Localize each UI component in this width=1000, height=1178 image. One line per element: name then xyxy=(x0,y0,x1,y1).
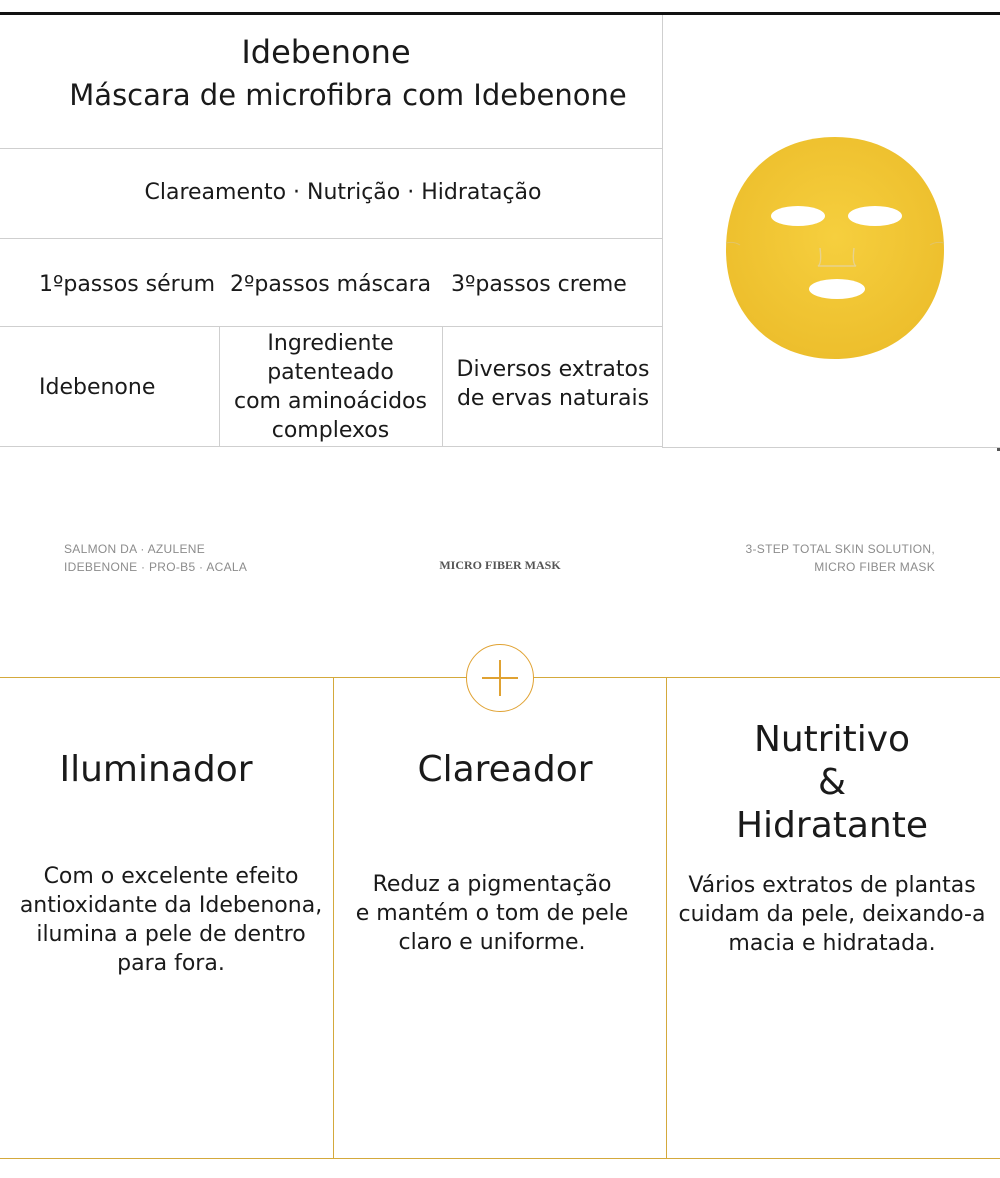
product-subtitle: Máscara de microfibra com Idebenone xyxy=(69,78,627,112)
ingredient-line: patenteado xyxy=(267,360,394,385)
caption-line: 3-STEP TOTAL SKIN SOLUTION, xyxy=(745,542,935,556)
feature-body-line: e mantém o tom de pele xyxy=(355,901,629,926)
feature-bottom-line xyxy=(0,1158,1000,1159)
cell-divider xyxy=(442,326,443,447)
caption-right xyxy=(700,540,935,576)
caption-line: IDEBENONE · PRO-B5 · ACALA xyxy=(64,560,248,574)
feature-title-iluminador xyxy=(0,748,312,791)
feature-body-iluminador xyxy=(4,862,338,978)
feature-body-line: Com o excelente efeito xyxy=(43,864,299,889)
ingredient-cell-1 xyxy=(39,373,155,402)
feature-body-clareador xyxy=(334,870,650,957)
feature-title-clareador xyxy=(340,748,670,791)
feature-body-line: antioxidante da Idebenona, xyxy=(19,893,323,918)
feature-title-line: Nutritivo xyxy=(753,719,911,760)
ingredient-line: com aminoácidos xyxy=(234,389,427,414)
feature-title-line: Clareador xyxy=(417,749,593,790)
caption-line: SALMON DA · AZULENE xyxy=(64,542,206,556)
feature-title-nutritivo xyxy=(667,718,997,847)
feature-body-line: cuidam da pele, deixando-a xyxy=(678,902,986,927)
benefits-line: Clareamento · Nutrição · Hidratação xyxy=(144,180,542,205)
row-divider xyxy=(0,238,662,239)
ingredient-cell-2 xyxy=(219,329,442,445)
product-name: Idebenone xyxy=(241,33,411,71)
step-3: 3ºpassos creme xyxy=(451,272,627,297)
feature-body-line: para fora. xyxy=(117,951,225,976)
feature-body-nutritivo xyxy=(667,871,997,958)
feature-body-line: Vários extratos de plantas xyxy=(688,873,976,898)
feature-body-line: Reduz a pigmentação xyxy=(372,872,612,897)
caption-center: MICRO FIBER MASK xyxy=(439,558,561,572)
step-1: 1ºpassos sérum xyxy=(39,272,216,297)
plus-icon xyxy=(466,644,534,712)
feature-title-line: Iluminador xyxy=(59,749,253,790)
row-divider xyxy=(0,446,662,447)
ingredient-line: Ingrediente xyxy=(267,331,394,356)
caption-left xyxy=(64,540,247,576)
ingredient-line: Idebenone xyxy=(39,375,156,400)
feature-title-line: Hidratante xyxy=(735,805,929,846)
row-divider xyxy=(0,148,662,149)
feature-body-line: claro e uniforme. xyxy=(398,930,586,955)
step-2: 2ºpassos máscara xyxy=(230,272,432,297)
divider xyxy=(662,447,1000,448)
feature-body-line: ilumina a pele de dentro xyxy=(36,922,306,947)
ingredient-line: complexos xyxy=(271,418,390,443)
ingredient-cell-3 xyxy=(446,355,660,413)
feature-body-line: macia e hidratada. xyxy=(728,931,936,956)
feature-title-line: & xyxy=(817,762,847,803)
row-divider xyxy=(0,326,662,327)
face-sheet-mask-icon xyxy=(722,135,948,363)
caption-line: MICRO FIBER MASK xyxy=(814,560,935,574)
ingredient-line: Diversos extratos xyxy=(456,357,650,382)
ingredient-line: de ervas naturais xyxy=(456,386,650,411)
